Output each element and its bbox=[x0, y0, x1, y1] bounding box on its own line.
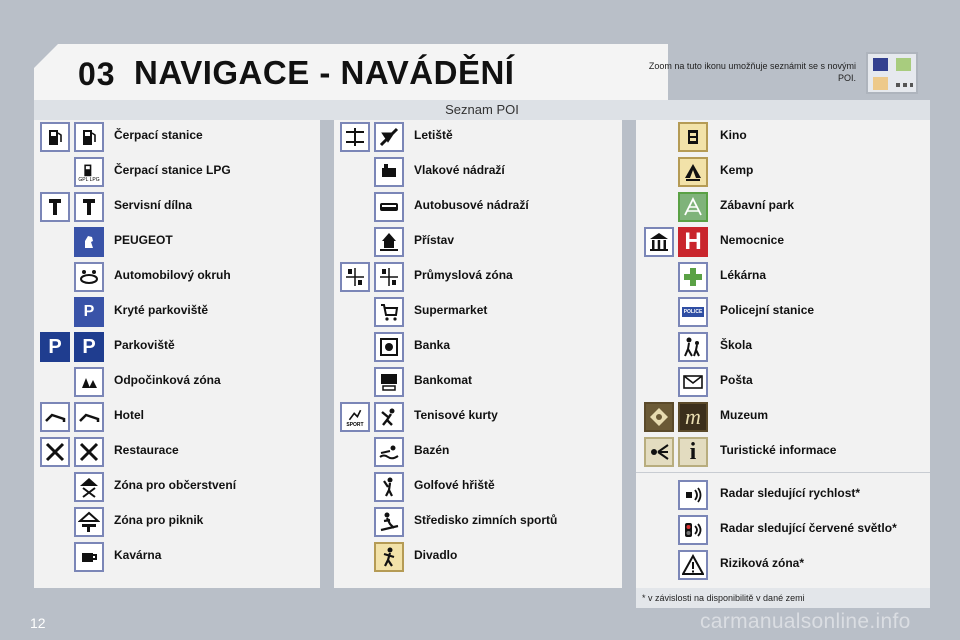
lpg-pump-icon: GPL LPG bbox=[74, 157, 104, 187]
swimming-icon bbox=[374, 437, 404, 467]
atm-icon bbox=[374, 367, 404, 397]
poi-label: Banka bbox=[414, 338, 451, 352]
zoom-note: Zoom na tuto ikonu umožňuje seznámit se s novými POI. bbox=[648, 61, 856, 83]
poi-label: Divadlo bbox=[414, 548, 458, 562]
plane-icon bbox=[374, 122, 404, 152]
airport-icon bbox=[340, 122, 370, 152]
list-item bbox=[334, 540, 622, 575]
poi-label: Čerpací stanice LPG bbox=[114, 163, 231, 177]
poi-label: Kryté parkoviště bbox=[114, 303, 209, 317]
chapter-number: 03 bbox=[78, 56, 116, 92]
fork-knife-icon bbox=[40, 437, 70, 467]
poi-label: Bazén bbox=[414, 443, 450, 457]
red-light-radar-icon bbox=[678, 515, 708, 545]
hospital-building-icon bbox=[644, 227, 674, 257]
list-item bbox=[334, 470, 622, 505]
section-subheader: Seznam POI bbox=[34, 100, 930, 120]
list-item bbox=[334, 505, 622, 540]
tourist-spot-icon bbox=[644, 437, 674, 467]
poi-label: PEUGEOT bbox=[114, 233, 173, 247]
poi-column-1 bbox=[34, 120, 320, 588]
list-item bbox=[34, 295, 320, 330]
poi-label: Středisko zimních sportů bbox=[414, 513, 558, 527]
poi-label: Zábavní park bbox=[720, 198, 795, 212]
footnote: * v závislosti na disponibilitě v dané zemi bbox=[636, 588, 930, 608]
poi-label: Policejní stanice bbox=[720, 303, 815, 317]
industry-icon bbox=[374, 262, 404, 292]
poi-label: Supermarket bbox=[414, 303, 488, 317]
museum-m-icon: m bbox=[678, 402, 708, 432]
parking-icon: P bbox=[74, 332, 104, 362]
list-item bbox=[636, 155, 930, 190]
list-item bbox=[334, 435, 622, 470]
page-title: NAVIGACE - NAVÁDĚNÍ bbox=[134, 54, 515, 91]
list-item bbox=[334, 400, 622, 435]
wrench-icon bbox=[74, 192, 104, 222]
bus-icon bbox=[374, 192, 404, 222]
poi-label: Restaurace bbox=[114, 443, 179, 457]
theatre-icon bbox=[374, 542, 404, 572]
fuel-pump-icon bbox=[74, 122, 104, 152]
poi-categories-icon bbox=[866, 52, 918, 94]
bank-icon bbox=[374, 332, 404, 362]
list-item bbox=[334, 260, 622, 295]
covered-parking-icon: P bbox=[74, 297, 104, 327]
poi-column-2 bbox=[334, 120, 622, 588]
poi-label: Čerpací stanice bbox=[114, 128, 203, 142]
camping-icon bbox=[678, 157, 708, 187]
envelope-icon bbox=[678, 367, 708, 397]
list-item bbox=[34, 225, 320, 260]
list-item bbox=[34, 155, 320, 190]
list-item bbox=[334, 190, 622, 225]
poi-label: Tenisové kurty bbox=[414, 408, 498, 422]
poi-label: Průmyslová zóna bbox=[414, 268, 513, 282]
warning-triangle-icon bbox=[678, 550, 708, 580]
poi-label: Turistické informace bbox=[720, 443, 837, 457]
bed-icon bbox=[40, 402, 70, 432]
list-item bbox=[636, 548, 930, 583]
poi-label: Radar sledující rychlost* bbox=[720, 486, 861, 500]
list-item bbox=[34, 470, 320, 505]
poi-label: Autobusové nádraží bbox=[414, 198, 529, 212]
poi-label: Parkoviště bbox=[114, 338, 175, 352]
page-number: 12 bbox=[30, 615, 46, 631]
list-item bbox=[34, 120, 320, 155]
hospital-h-icon: H bbox=[678, 227, 708, 257]
film-icon bbox=[678, 122, 708, 152]
list-item bbox=[334, 295, 622, 330]
list-item bbox=[636, 365, 930, 400]
poi-label: Nemocnice bbox=[720, 233, 785, 247]
list-item bbox=[636, 225, 930, 260]
police-icon: POLICE bbox=[678, 297, 708, 327]
sport-icon: SPORT bbox=[340, 402, 370, 432]
list-item bbox=[34, 330, 320, 365]
amusement-park-icon bbox=[678, 192, 708, 222]
poi-label: Letiště bbox=[414, 128, 453, 142]
coffee-cup-icon bbox=[74, 542, 104, 572]
harbour-icon bbox=[374, 227, 404, 257]
list-item bbox=[34, 435, 320, 470]
tennis-icon bbox=[374, 402, 404, 432]
poi-label: Vlakové nádraží bbox=[414, 163, 505, 177]
list-item bbox=[334, 365, 622, 400]
shopping-cart-icon bbox=[374, 297, 404, 327]
wrench-icon bbox=[40, 192, 70, 222]
fuel-pump-icon bbox=[40, 122, 70, 152]
list-item bbox=[334, 225, 622, 260]
list-item bbox=[34, 365, 320, 400]
parking-icon: P bbox=[40, 332, 70, 362]
list-item bbox=[34, 505, 320, 540]
poi-label: Odpočinková zóna bbox=[114, 373, 221, 387]
poi-label: Hotel bbox=[114, 408, 144, 422]
bed-icon bbox=[74, 402, 104, 432]
list-item bbox=[636, 400, 930, 435]
fork-knife-icon bbox=[74, 437, 104, 467]
poi-label: Škola bbox=[720, 338, 753, 352]
poi-label: Servisní dílna bbox=[114, 198, 193, 212]
speed-radar-icon bbox=[678, 480, 708, 510]
list-item bbox=[636, 260, 930, 295]
info-icon: i bbox=[678, 437, 708, 467]
watermark: carmanualsonline.info bbox=[700, 610, 911, 633]
list-item bbox=[34, 260, 320, 295]
rest-area-icon bbox=[74, 367, 104, 397]
list-item bbox=[334, 155, 622, 190]
list-item bbox=[636, 435, 930, 470]
list-item bbox=[636, 295, 930, 330]
list-item bbox=[334, 330, 622, 365]
poi-label: Automobilový okruh bbox=[114, 268, 231, 282]
poi-label: Kavárna bbox=[114, 548, 162, 562]
pharmacy-cross-icon bbox=[678, 262, 708, 292]
poi-label: Bankomat bbox=[414, 373, 473, 387]
poi-label: Muzeum bbox=[720, 408, 768, 422]
school-icon bbox=[678, 332, 708, 362]
list-item bbox=[334, 120, 622, 155]
list-item bbox=[636, 330, 930, 365]
ski-icon bbox=[374, 507, 404, 537]
industry-icon bbox=[340, 262, 370, 292]
museum-icon bbox=[644, 402, 674, 432]
poi-label: Zóna pro občerstvení bbox=[114, 478, 237, 492]
list-item bbox=[636, 513, 930, 548]
list-item bbox=[636, 120, 930, 155]
poi-label: Radar sledující červené světlo* bbox=[720, 521, 897, 535]
poi-label: Riziková zóna* bbox=[720, 556, 805, 570]
race-track-icon bbox=[74, 262, 104, 292]
poi-label: Přístav bbox=[414, 233, 455, 247]
picnic-icon bbox=[74, 507, 104, 537]
poi-label: Kemp bbox=[720, 163, 754, 177]
train-icon bbox=[374, 157, 404, 187]
golf-icon bbox=[374, 472, 404, 502]
poi-label: Lékárna bbox=[720, 268, 767, 282]
peugeot-lion-icon bbox=[74, 227, 104, 257]
list-item bbox=[34, 400, 320, 435]
poi-label: Golfové hřiště bbox=[414, 478, 495, 492]
list-item bbox=[636, 190, 930, 225]
poi-column-3 bbox=[636, 120, 930, 608]
list-item bbox=[34, 540, 320, 575]
snack-icon bbox=[74, 472, 104, 502]
list-item bbox=[636, 478, 930, 513]
list-item bbox=[34, 190, 320, 225]
poi-label: Pošta bbox=[720, 373, 753, 387]
poi-label: Kino bbox=[720, 128, 747, 142]
poi-label: Zóna pro piknik bbox=[114, 513, 204, 527]
